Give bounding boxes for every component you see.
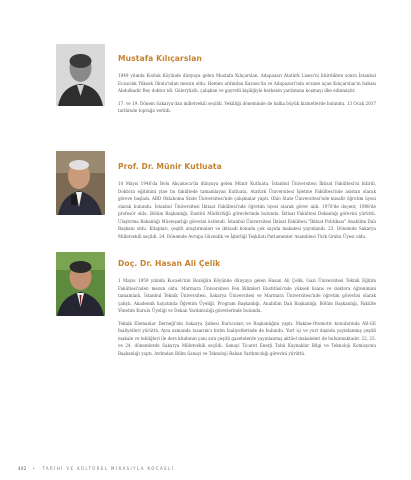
bio-paragraph: 10 Mayıs 1946'da Bolu Akçakoca'da dünyaya gelen Münir Kutluata, İstanbul Üniversitesi İktisat Fakültesi'ni bitirdi. Doktora eğitimini yine bu fakültede tamamlayan Kutluata, Atatürk Üniversitesi İşletme Fakültesi'nde asistan olarak göreve başladı. ABD Oklahoma State Üniversitesi'nde çalışmalar yaptı. Ohio State Üniversitesi'nde misafir öğretim üyesi olarak bulundu. İstanbul Üniversitesi İktisat Fakültesi'nde öğretim üyesi olarak görev aldı. 1978'de doçent, 1988'de profesör oldu. Bölüm Başkanlığı, Enstitü Müdürlüğü görevlerinde bulundu. İktisat Fakültesi Dekanlığı görevini yürüttü. Ulaştırma Bakanlığı Müsteşarlığı görevini üstlendi. İstanbul Üniversitesi İktisat Fakültesi "İktisat Politikası" Anabilim Dalı Başkanı oldu. Kitapları, çeşitli araştırmaları ve iktisadi konuda çok sayıda makalesi yayınlandı. 23. Dönemde Sakarya Milletvekili seçildi. 24. Dönemde Avrupa Güvenlik ve İşbirliği Teşkilatı Parlamenter Asamblesi Türk Grubu Üyesi oldu. <box>118 181 376 239</box>
person-name: Doç. Dr. Hasan Ali Çelik <box>118 259 221 268</box>
portrait-photo <box>56 151 105 215</box>
bullet-icon: • <box>32 466 37 471</box>
bio-text <box>118 277 376 362</box>
running-title: TARİHİ VE KÜLTÜREL MİRASIYLA KOCAELİ <box>42 466 175 471</box>
bio-paragraph: 1 Mayıs 1959 yılında Kocaeli'nin Bozöğün Köyünde dünyaya gelen Hasan Ali Çelik, Gazi Üniversitesi Teknik Eğitim Fakültesi'nden mezun oldu. Marmara Üniversitesi Fen Bilimleri Enstitüsü'nde yüksek lisans ve doktora öğrenimini tamamladı. İstanbul Teknik Üniversitesi, Sakarya Üniversitesi ve Marmara Üniversitesi'nde öğretim görevlisi olarak çalıştı. Akademik hayatında Öğretim Üyeliği, Program Başkanlığı, Anabilim Dalı Başkanlığı, Bölüm Başkanlığı, Fakülte Yönetim Kurulu Üyeliği ve Dekan Yardımcılığı görevlerinde bulundu. <box>118 278 376 313</box>
bio-paragraph: 1949 yılında Kozluk Köyünde dünyaya gelen Mustafa Kılıçarslan, Adapazarı Atatürk Lisesi'ni bitirdikten sonra İstanbul Eczacılık Yüksek Okulu'ndan mezun oldu. Hemen ardından Karasu'da ve Adapazarı'nda eczane açan Kılıçarslan'ın babası Abdulkadir Bey doktor idi. Güleryüzlü, çalışkan ve gayretli kişiliğiyle herkesin yardımına koşmayı ilke edinmiştir. <box>118 73 376 93</box>
portrait-photo <box>56 252 105 316</box>
page-footer <box>18 466 174 471</box>
bio-paragraph: Teknik Elemanlar Derneği'nin Sakarya Şubesi Kurucuları ve Başkanlığını yaptı. Makine-Otomotiv konularında AR-GE faaliyetleri yürüttü. Aynı zamanda tasarımcı birim faaliyetlerinde de bulundu. Yurt içi ve yurt dışında yayınlanmış çeşitli makale ve tebliğleri ile ders kitabının yanı sıra çeşitli gazetelerde yayınlanmış aktüel makaleleri de bulunmaktadır. 22, 23. ve 24. dönemlerde Sakarya Milletvekili seçildi. Sanayi Ticaret Enerji Tabii Kaynaklar Bilgi ve Teknoloji Komisyonu Başkanlığı yaptı. Ardından Bilim Sanayi ve Teknoloji Bakan Yardımcılığı görevini yürüttü. <box>118 320 376 356</box>
bio-text <box>118 72 376 120</box>
bio-text <box>118 180 376 245</box>
portrait-photo <box>56 44 105 106</box>
page-number: 402 <box>18 466 27 471</box>
person-name: Prof. Dr. Münir Kutluata <box>118 162 222 171</box>
bio-paragraph: 17. ve 19. Dönem Sakarya'dan milletvekili seçildi. Vekilliği döneminde de halka büyük hizmetlerde bulundu. 13 Ocak 2017 tarihinde toprağa verildi. <box>118 100 376 113</box>
person-name: Mustafa Kılıçarslan <box>118 54 202 63</box>
